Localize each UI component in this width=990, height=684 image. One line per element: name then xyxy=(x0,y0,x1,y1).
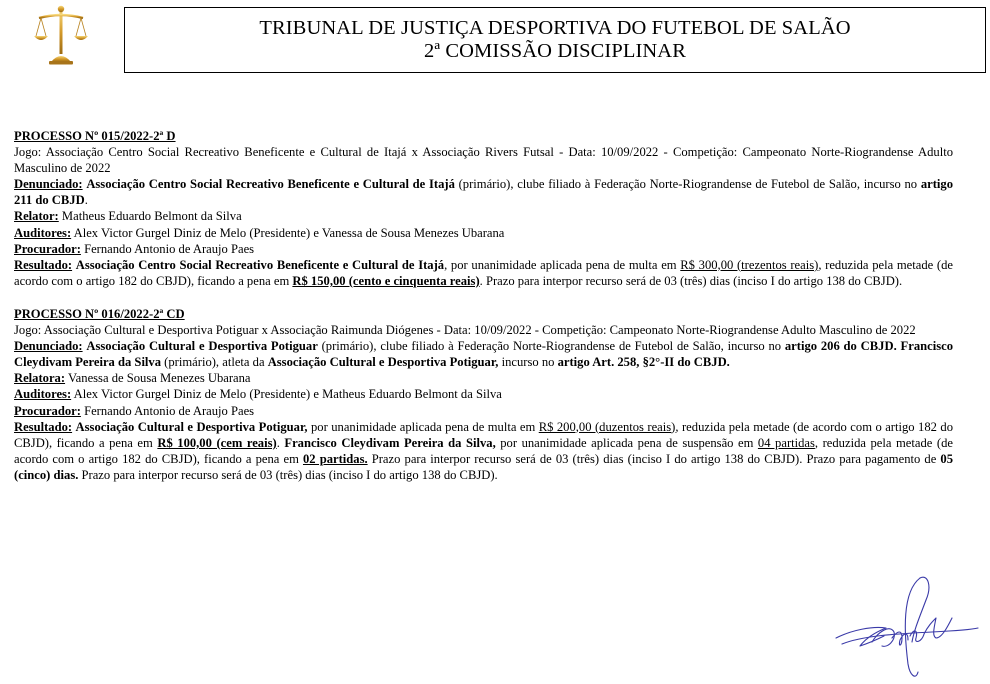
result-fine: R$ 300,00 (trezentos reais) xyxy=(680,257,819,272)
auditors-line xyxy=(14,386,953,402)
scales-of-justice-icon xyxy=(33,4,89,66)
result-label: Resultado: xyxy=(14,257,73,272)
game-info: Jogo: Associação Cultural e Desportiva Potiguar x Associação Raimunda Diógenes - Data: 10/09/2022 - Competição: Campeonato Norte-Riograndense Adulto Masculino de 2022 xyxy=(14,323,916,338)
prosecutor-line xyxy=(14,403,953,419)
result-text-7: Prazo para interpor recurso será de 03 (três) dias (inciso I do artigo 138 do CBJD). xyxy=(78,467,498,482)
result-text-1: por unanimidade aplicada pena de multa em xyxy=(307,419,539,434)
accused-text: (primário), clube filiado à Federação Norte-Riograndense de Futebol de Salão, incurso no xyxy=(454,177,921,192)
process-title: PROCESSO Nº 016/2022-2ª CD xyxy=(14,306,185,321)
result-final-suspension: 02 partidas. xyxy=(302,451,368,466)
result-club: Associação Centro Social Recreativo Beneficente e Cultural de Itajá xyxy=(75,257,445,272)
rapporteur-value: Matheus Eduardo Belmont da Silva xyxy=(58,209,242,224)
result-text-3: . xyxy=(276,435,285,450)
result-text-3: . Prazo para interpor recurso será de 03 (três) dias (inciso I do artigo 138 do CBJD). xyxy=(479,273,903,288)
game-info: Jogo: Associação Centro Social Recreativo Beneficente e Cultural de Itajá x Associação Rivers Futsal - Data: 10/09/2022 - Competição: Campeonato Norte-Riograndense Adulto Masculino de 2022 xyxy=(14,145,953,176)
commission-title: 2ª COMISSÃO DISCIPLINAR xyxy=(424,40,686,62)
accused-paragraph xyxy=(14,176,953,208)
accused-article: artigo 211 do CBJD xyxy=(14,177,953,208)
result-club: Associação Cultural e Desportiva Potiguar, xyxy=(75,419,308,434)
prosecutor-label: Procurador: xyxy=(14,241,81,256)
rapporteur-label: Relator: xyxy=(14,209,59,224)
accused-end: . xyxy=(84,193,88,208)
result-paragraph xyxy=(14,257,953,289)
auditors-label: Auditores: xyxy=(14,387,72,402)
accused-club: Associação Cultural e Desportiva Potiguar, xyxy=(267,355,499,370)
process-title: PROCESSO Nº 015/2022-2ª D xyxy=(14,129,176,143)
accused-text-2: . xyxy=(893,339,901,354)
result-final-fine: R$ 150,00 (cento e cinquenta reais) xyxy=(292,273,480,288)
result-suspension: 04 partidas xyxy=(757,435,815,450)
accused-text: (primário), clube filiado à Federação Norte-Riograndense de Futebol de Salão, incurso no xyxy=(317,339,785,354)
result-athlete: Francisco Cleydivam Pereira da Silva, xyxy=(284,435,496,450)
process-015 xyxy=(14,128,953,289)
accused-text-3: (primário), atleta da xyxy=(161,355,268,370)
header-title-box xyxy=(124,7,986,73)
result-text-6: Prazo para interpor recurso será de 03 (três) dias (inciso I do artigo 138 do CBJD). Prazo para pagamento de xyxy=(367,451,941,466)
accused-paragraph xyxy=(14,338,953,370)
rapporteur-label: Relatora: xyxy=(14,371,66,386)
accused-article-2: artigo Art. 258, §2°-II do CBJD. xyxy=(557,355,730,370)
auditors-value: Alex Victor Gurgel Diniz de Melo (Presidente) e Matheus Eduardo Belmont da Silva xyxy=(71,387,502,402)
rapporteur-value: Vanessa de Sousa Menezes Ubarana xyxy=(65,371,251,386)
tribunal-title: TRIBUNAL DE JUSTIÇA DESPORTIVA DO FUTEBOL DE SALÃO xyxy=(259,17,851,39)
result-text-2: , reduzida pela metade (de acordo com o artigo 182 do CBJD), ficando a pena em xyxy=(14,419,953,450)
accused-article: artigo 206 do CBJD xyxy=(784,339,894,354)
document-body xyxy=(14,128,953,483)
rapporteur-line xyxy=(14,370,953,386)
result-text-1: , por unanimidade aplicada pena de multa em xyxy=(444,257,681,272)
handwritten-signature xyxy=(832,572,982,682)
accused-text-4: incurso no xyxy=(498,355,558,370)
result-final-fine: R$ 100,00 (cem reais) xyxy=(157,435,277,450)
prosecutor-line xyxy=(14,241,953,257)
accused-name: Associação Centro Social Recreativo Beneficente e Cultural de Itajá xyxy=(86,177,455,192)
result-payment-deadline: 05 (cinco) dias. xyxy=(14,451,953,482)
result-text-5: , reduzida pela metade (de acordo com o artigo 182 do CBJD), ficando a pena em xyxy=(14,435,953,466)
auditors-label: Auditores: xyxy=(14,225,72,240)
prosecutor-label: Procurador: xyxy=(14,403,81,418)
prosecutor-value: Fernando Antonio de Araujo Paes xyxy=(80,241,255,256)
result-text-4: por unanimidade aplicada pena de suspensão em xyxy=(495,435,758,450)
accused-label: Denunciado: xyxy=(14,177,83,192)
result-paragraph xyxy=(14,419,953,483)
accused-athlete: Francisco Cleydivam Pereira da Silva xyxy=(14,339,953,370)
accused-name: Associação Cultural e Desportiva Potiguar xyxy=(86,339,318,354)
accused-label: Denunciado: xyxy=(14,339,83,354)
auditors-line xyxy=(14,225,953,241)
result-text-2: , reduzida pela metade (de acordo com o artigo 182 do CBJD), ficando a pena em xyxy=(14,257,953,288)
auditors-value: Alex Victor Gurgel Diniz de Melo (Presidente) e Vanessa de Sousa Menezes Ubarana xyxy=(71,225,505,240)
rapporteur-line xyxy=(14,208,953,224)
result-label: Resultado: xyxy=(14,419,73,434)
prosecutor-value: Fernando Antonio de Araujo Paes xyxy=(80,403,255,418)
process-016 xyxy=(14,306,953,483)
result-fine: R$ 200,00 (duzentos reais) xyxy=(538,419,676,434)
